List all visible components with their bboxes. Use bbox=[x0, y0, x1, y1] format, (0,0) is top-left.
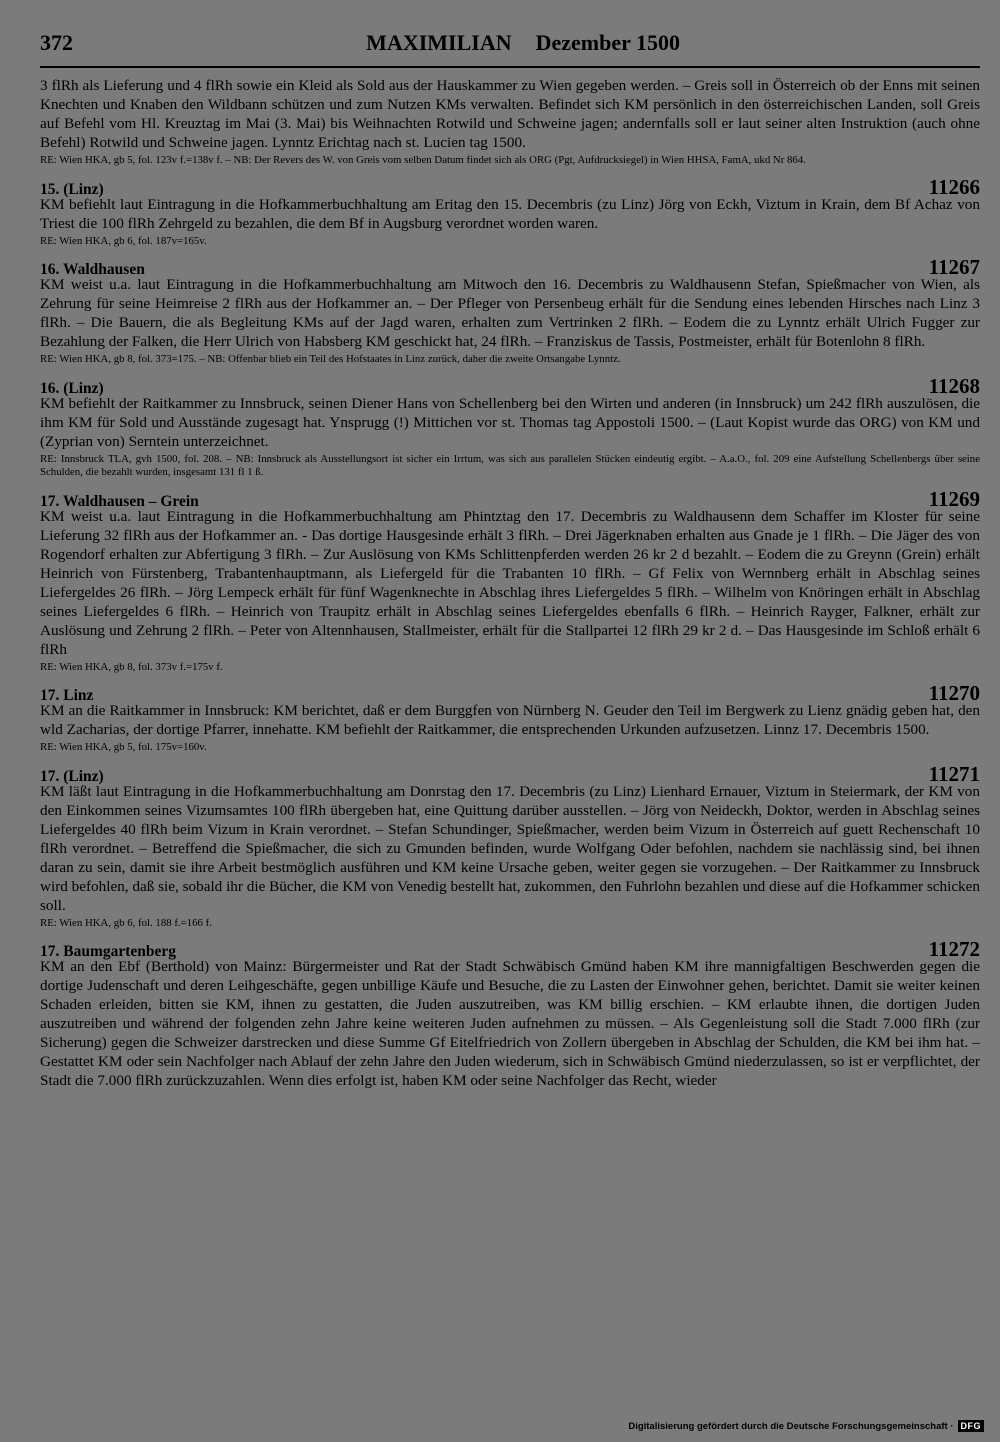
entry-text: KM an die Raitkammer in Innsbruck: KM berichtet, daß er dem Burggfen von Nürnberg N. Geuder den Teil im Bergwerk zu Lienz gnädig geben hat, den wld Zacharias, der dortige Pfarrer, innehatte. KM befiehlt der Raitkammer, die entsprechenden Urkunden aufzusetzen. Linnz 17. Decembris 1500. bbox=[40, 702, 980, 738]
entry-text: KM weist u.a. laut Eintragung in die Hofkammerbuchhaltung am Mitwoch den 16. Decembris zu Waldhausenn Stefan, Spießmacher von Wien, als Zehrung für seine Heimreise 2 flRh aus der Hofkammer an. – Der Pfleger von Persenbeug erhält für die Sendung eines lebenden Hirsches nach Linz 3 flRh. – Die Bauern, die als Begleitung KMs auf der Jagd waren, erhalten zum Vertrinken 2 flRh. – Eodem die zu Lynntz erhält Ulrich Fugger zur Bezahlung der Falken, die Herr Ulrich von Habsberg KM geschickt hat, 24 flRh. – Franziskus de Tassis, Postmeister, erhält für Botenlohn 8 flRh. bbox=[40, 276, 980, 350]
entry-place: 17. Baumgartenberg bbox=[40, 943, 177, 960]
entry-text: KM an den Ebf (Berthold) von Mainz: Bürgermeister und Rat der Stadt Schwäbisch Gmünd haben KM ihre mannigfaltigen Beschwerden gegen die dortige Judenschaft und deren Leihgeschäfte, gegen unbillige Käufe und Besuche, die zu Lasten der Einwohner gehen, berichtet. Damit sie weiter keinen Schaden erleiden, bitten sie KM, ihnen zu gestatten, die Juden auszutreiben, was KM billig erschien. – KM erlaubte ihnen, die dortigen Juden auszutreiben und während der folgenden zehn Jahre keine weiteren Juden aufnehmen zu müssen. – Als Gegenleistung soll die Stadt 7.000 flRh (zur Sicherung) gegen die Schweizer darstrecken und diese Summe Gf Eitelfriedrich von Zollern übergeben in Abschlag der Schulden, die KM bei ihm hat. – Gestattet KM oder sein Nachfolger nach Ablauf der zehn Jahre den Juden wiederum, sich in Schwäbisch Gmünd niederzulassen, so ist er verpflichtet, der Stadt die 7.000 flRh zurückzuzahlen. Wenn dies erfolgt ist, haben KM oder seine Nachfolger das Recht, wieder bbox=[40, 958, 980, 1089]
entry-11266 bbox=[40, 175, 980, 249]
entry-text: KM weist u.a. laut Eintragung in die Hofkammerbuchhaltung am Phintztag den 17. Decembris zu Waldhausenn dem Schaffer im Kloster für seine Lieferung 32 flRh aus der Hofkammer an. - Das dortige Hausgesinde erhält 3 flRh. – Drei Jägerknaben erhalten aus Gnade je 1 flRh. – Die Jäger des von Rogendorf erhalten zur Abfertigung 3 flRh. – Zur Auslösung von KMs Schlittenpferden werden 26 kr 2 d bezahlt. – Eodem die zu Greynn (Grein) erhält Heinrich von Fürstenberg, Trabantenhauptmann, als Liefergeld für die Trabanten 10 flRh. – Gf Felix von Wernnberg erhält in Abschlag seines Liefergeldes 26 flRh. – Jörg Lempeck erhält für fünf Wagenknechte in Abschlag ihres Liefergeldes 5 flRh. – Wilhelm von Knöringen erhält in Abschlag seines Liefergeldes 6 flRh. – Heinrich von Traupitz erhält in Abschlag seines Liefergeldes ebenfalls 6 flRh. – Heinrich Rayger, Falkner, erhält zur Auslösung und Zehrung 2 flRh. – Peter von Altennhausen, Stallmeister, erhält für die Stallpartei 12 flRh 29 kr 2 d. – Das Hausgesinde im Schloß erhält 6 flRh bbox=[40, 507, 980, 658]
entry-number: 11270 bbox=[928, 681, 980, 705]
dfg-logo: DFG bbox=[958, 1420, 985, 1432]
entry-11270 bbox=[40, 681, 980, 755]
title-month: Dezember 1500 bbox=[535, 30, 680, 55]
entry-place: 16. (Linz) bbox=[40, 379, 104, 397]
entry-heading bbox=[40, 937, 980, 961]
entry-number: 11267 bbox=[928, 255, 980, 279]
entry-11272 bbox=[40, 937, 980, 1090]
entry-number: 11271 bbox=[928, 761, 980, 786]
entry-number: 11269 bbox=[928, 486, 980, 511]
entry-re: RE: Wien HKA, gb 6, fol. 188 f.=166 f. bbox=[40, 916, 212, 929]
entry-re: RE: Wien HKA, gb 5, fol. 175v=160v. bbox=[40, 741, 207, 753]
entry-re: RE: Innsbruck TLA, gvh 1500, fol. 208. – NB: Innsbruck als Ausstellungsort ist sicher ein Irrtum, was sich aus parallelen Stücken eindeutig ergibt. – A.a.O., fol. 209 eine Aufstellung Schellenbergs über seine Schulden, die bezahlt wurden, insgesamt 131 fl 1 ß. bbox=[40, 452, 980, 478]
entry-heading bbox=[40, 255, 980, 279]
entry-number: 11266 bbox=[928, 174, 980, 199]
entry-re: RE: Wien HKA, gb 6, fol. 187v=165v. bbox=[40, 234, 207, 247]
title-name: MAXIMILIAN bbox=[366, 30, 512, 55]
entry-heading bbox=[40, 761, 980, 786]
entry-re: RE: Wien HKA, gb 8, fol. 373=175. – NB: Offenbar blieb ein Teil des Hofstaates in Linz zurück, daher die zweite Ortsangabe Lynntz. bbox=[40, 353, 621, 365]
entry-place: 17. (Linz) bbox=[40, 767, 104, 785]
document-page bbox=[40, 30, 980, 1090]
entry-11267 bbox=[40, 255, 980, 367]
entry-11268 bbox=[40, 374, 980, 480]
page-header bbox=[40, 30, 980, 68]
lead-re: RE: Wien HKA, gb 5, fol. 123v f.=138v f. – NB: Der Revers des W. von Greis vom selben Datum findet sich als ORG (Pgt, Aufdrucksiegel) in Wien HHSA, FamA, ukd Nr 864. bbox=[40, 154, 806, 166]
footer-text: Digitalisierung gefördert durch die Deutsche Forschungsgemeinschaft · bbox=[628, 1420, 954, 1432]
entry-place: 17. Linz bbox=[40, 687, 94, 704]
entry-place: 16. Waldhausen bbox=[40, 261, 145, 278]
entry-11271 bbox=[40, 762, 980, 931]
entry-place: 17. Waldhausen – Grein bbox=[40, 492, 199, 510]
entry-re: RE: Wien HKA, gb 8, fol. 373v f.=175v f. bbox=[40, 660, 223, 673]
entry-heading bbox=[40, 486, 980, 511]
entry-number: 11268 bbox=[928, 373, 980, 398]
entry-text: KM befiehlt laut Eintragung in die Hofkammerbuchhaltung am Eritag den 15. Decembris (zu Linz) Jörg von Eckh, Viztum in Krain, dem Bf Achaz von Triest die 100 flRh Zehrgeld zu bezahlen, die dem Bf in Augsburg verordnet worden waren. bbox=[40, 195, 980, 232]
entry-text: KM befiehlt der Raitkammer zu Innsbruck, seinen Diener Hans von Schellenberg bei den Wirten und anderen (in Innsbruck) um 242 flRh auszulösen, die ihm KM für Sold und Ausstände zugesagt hat. Ynsprugg (!) Mittichen vor st. Thomas tag Appostoli 1500. – (Laut Kopist wurde das ORG) von KM und (Zyprian von) Serntein unterzeichnet. bbox=[40, 394, 980, 450]
funding-footer bbox=[628, 1420, 984, 1432]
lead-text: 3 flRh als Lieferung und 4 flRh sowie ein Kleid als Sold aus der Hauskammer zu Wien gegeben werden. – Greis soll in Österreich ob der Enns mit seinen Knechten und Knaben den Wildbann schützen und zum Nutzen KMs verwalten. Befindet sich KM persönlich in den österreichischen Landen, soll Greis auf Befehl vom Hl. Kreuztag im Mai (3. Mai) bis Weihnachten Rotwild und Schweine jagen; andernfalls soll er laut seiner alten Instruktion (auch ohne Befehl) Rotwild und Schweine jagen. Lynntz Erichtag nach st. Lucien tag 1500. bbox=[40, 77, 980, 151]
running-title bbox=[366, 30, 680, 56]
entry-heading bbox=[40, 681, 980, 705]
entry-place: 15. (Linz) bbox=[40, 180, 104, 198]
entry-11269 bbox=[40, 487, 980, 675]
page-number: 372 bbox=[40, 30, 73, 55]
entry-heading bbox=[40, 174, 980, 199]
entry-number: 11272 bbox=[928, 937, 980, 961]
entry-text: KM läßt laut Eintragung in die Hofkammerbuchhaltung am Donrstag den 17. Decembris (zu Linz) Lienhard Ernauer, Viztum in Steiermark, der KM von den Einkommen seines Vizumsamtes 100 flRh übergeben hat, eine Quittung darüber ausstellen. – Jörg von Neideckh, Doktor, werden in Abschlag seines Liefergeldes 40 flRh beim Vizum in Krain verordnet. – Stefan Schundinger, Spießmacher, werden beim Vizum in Österreich auf guett Rechenschaft 10 flRh verordnet. – Betreffend die Spießmacher, die sich zu Gmunden befinden, wurde Wolfgang Oder befohlen, nachdem sie nachlässig sind, bei ihnen daran zu sein, damit sie ihre Arbeit bestmöglich ausführen und KM keine Ursache geben, weiter gegen sie vorzugehen. – Der Raitkammer zu Innsbruck wird befohlen, daß sie, sobald ihr die Bücher, die KM von Venedig bestellt hat, zukommen, den Fuhrlohn bezahlen und diese auf die Hofkammer schicken soll. bbox=[40, 782, 980, 914]
entry-heading bbox=[40, 373, 980, 398]
